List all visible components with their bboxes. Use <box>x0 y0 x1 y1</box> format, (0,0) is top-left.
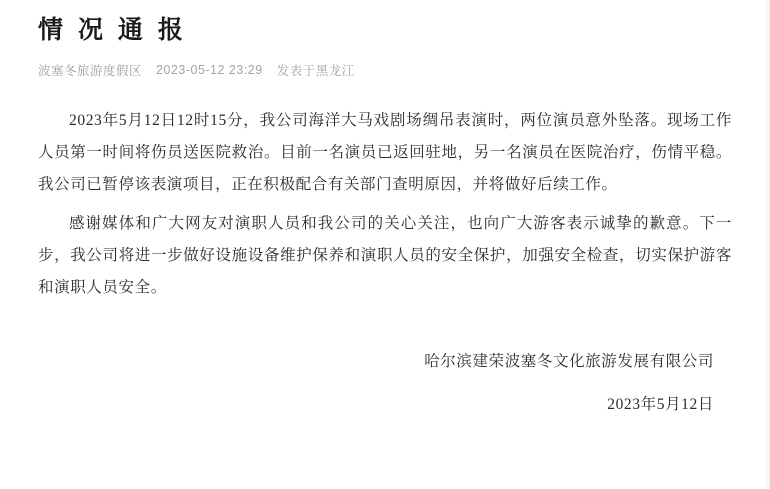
article-timestamp: 2023-05-12 23:29 <box>156 63 263 77</box>
article-paragraph: 2023年5月12日12时15分，我公司海洋大马戏剧场绸吊表演时，两位演员意外坠落。现场工作人员第一时间将伤员送医院救治。目前一名演员已返回驻地，另一名演员在医院治疗，伤情平稳。我公司已暂停该表演项目，正在积极配合有关部门查明原因，并将做好后续工作。 <box>38 112 732 193</box>
signature-date: 2023年5月12日 <box>607 396 714 414</box>
page-edge-shadow <box>764 0 770 489</box>
page-title: 情 况 通 报 <box>38 16 187 44</box>
article-meta <box>38 61 732 79</box>
signature-company: 哈尔滨建荣波塞冬文化旅游发展有限公司 <box>424 352 714 370</box>
article-source: 波塞冬旅游度假区 <box>38 64 143 78</box>
article-signature <box>38 346 732 422</box>
article-location: 发表于黑龙江 <box>276 64 355 78</box>
article-paragraph: 感谢媒体和广大网友对演职人员和我公司的关心关注，也向广大游客表示诚挚的歉意。下一步，我公司将进一步做好设施设备维护保养和演职人员的安全保护，加强安全检查，切实保护游客和演职人员安全。 <box>38 215 732 296</box>
article-body <box>38 105 732 304</box>
